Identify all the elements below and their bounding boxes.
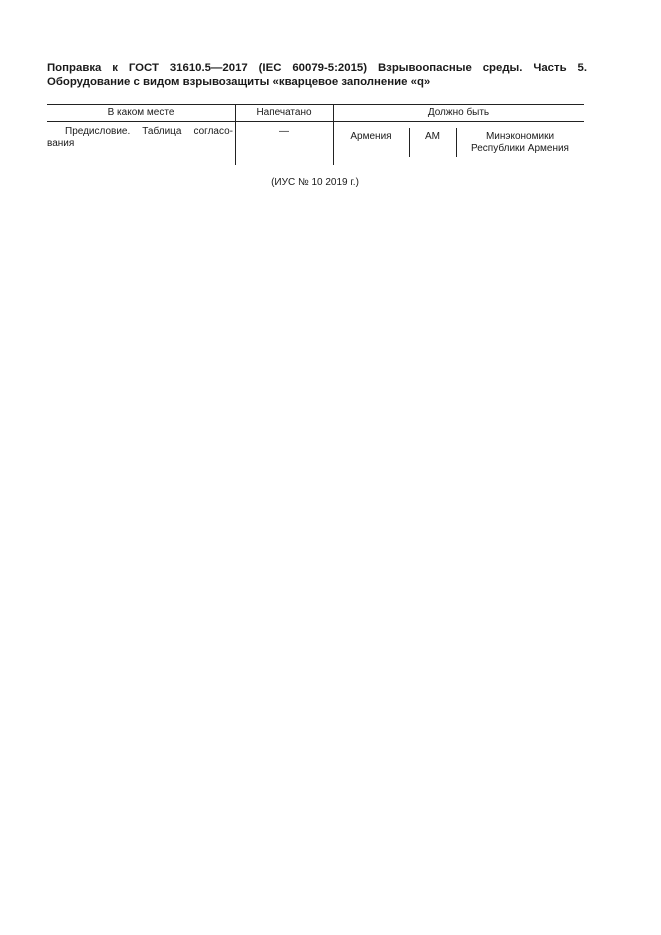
cell-code: AM [425, 131, 440, 142]
cell-authority-line2: Республики Армения [471, 143, 569, 154]
header-printed: Напечатано [256, 107, 312, 118]
table-header-border [47, 121, 584, 122]
source-reference: (ИУС № 10 2019 г.) [271, 177, 359, 188]
correction-table [47, 104, 584, 165]
header-should-be: Должно быть [427, 107, 490, 118]
cell-country: Армения [350, 131, 392, 142]
cell-printed: — [279, 126, 289, 137]
document-title: Поправка к ГОСТ 31610.5—2017 (IEC 60079-5:2015) Взрывоопасные среды. Часть 5. Оборудование с видом взрывозащиты «кварцевое заполнение «q» [47, 62, 587, 88]
header-place: В каком месте [107, 107, 175, 118]
cell-authority-line1: Минэкономики [485, 131, 555, 142]
cell-place: Предисловие. Таблица согласования [47, 126, 233, 149]
